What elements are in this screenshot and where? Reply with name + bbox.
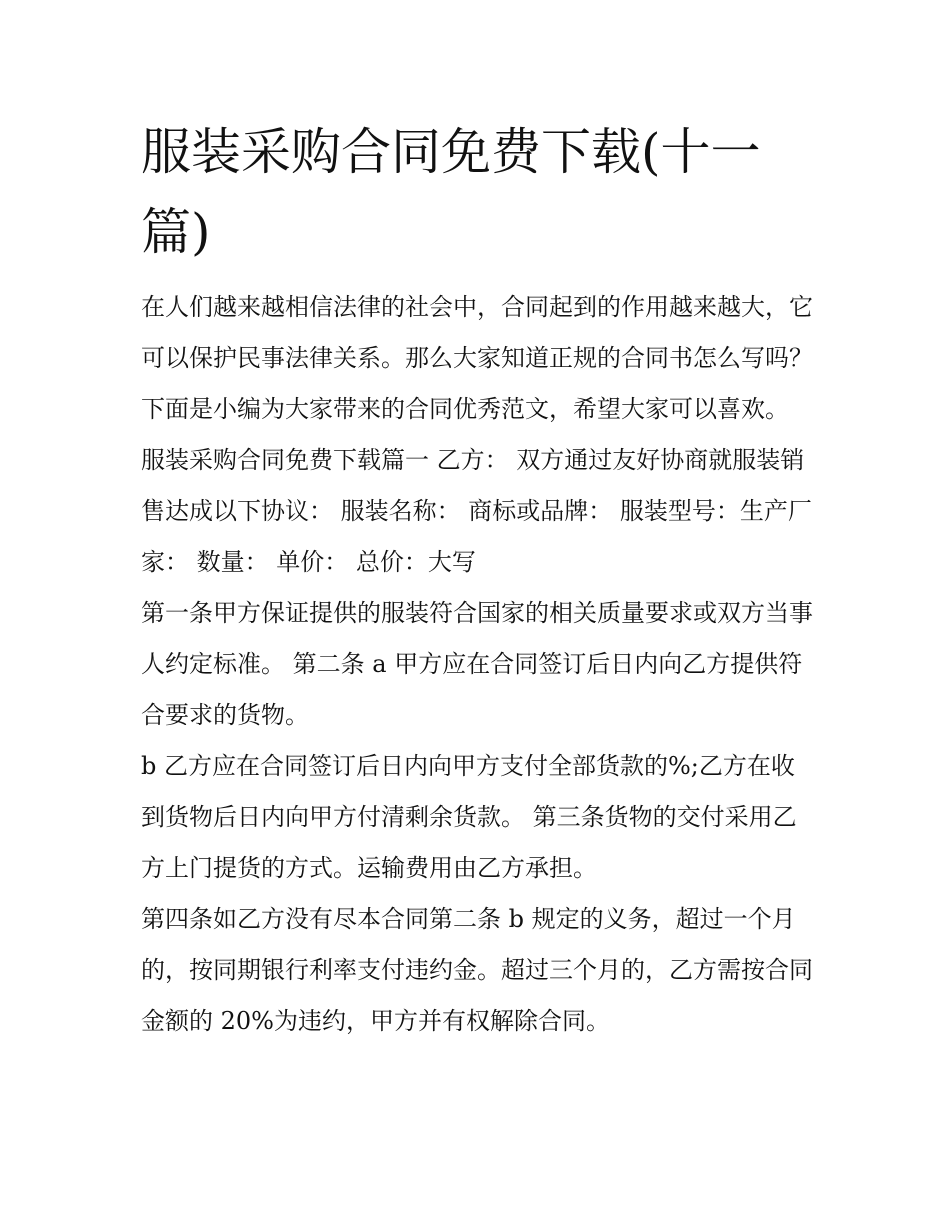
document-title: 服装采购合同免费下载(十一篇)	[141, 123, 761, 261]
article-four-paragraph: 第四条如乙方没有尽本合同第二条 b 规定的义务，超过一个月的，按同期银行利率支付违约金。超过三个月的，乙方需按合同金额的 20%为违约，甲方并有权解除合同。	[141, 905, 813, 1035]
article-one-two-paragraph: 第一条甲方保证提供的服装符合国家的相关质量要求或双方当事人约定标准。 第二条 a 甲方应在合同签订后日内向乙方提供符合要求的货物。	[141, 599, 813, 729]
agreement-items-paragraph: 服装采购合同免费下载篇一 乙方： 双方通过友好协商就服装销售达成以下协议： 服装名称： 商标或品牌： 服装型号：生产厂家： 数量： 单价： 总价：大写	[141, 446, 812, 576]
intro-paragraph: 在人们越来越相信法律的社会中，合同起到的作用越来越大，它可以保护民事法律关系。那么大家知道正规的合同书怎么写吗？下面是小编为大家带来的合同优秀范文，希望大家可以喜欢。	[141, 293, 813, 423]
payment-delivery-paragraph: b 乙方应在合同签订后日内向甲方支付全部货款的%;乙方在收到货物后日内向甲方付清剩余货款。 第三条货物的交付采用乙方上门提货的方式。运输费用由乙方承担。	[141, 752, 797, 882]
document-page	[141, 112, 813, 1047]
